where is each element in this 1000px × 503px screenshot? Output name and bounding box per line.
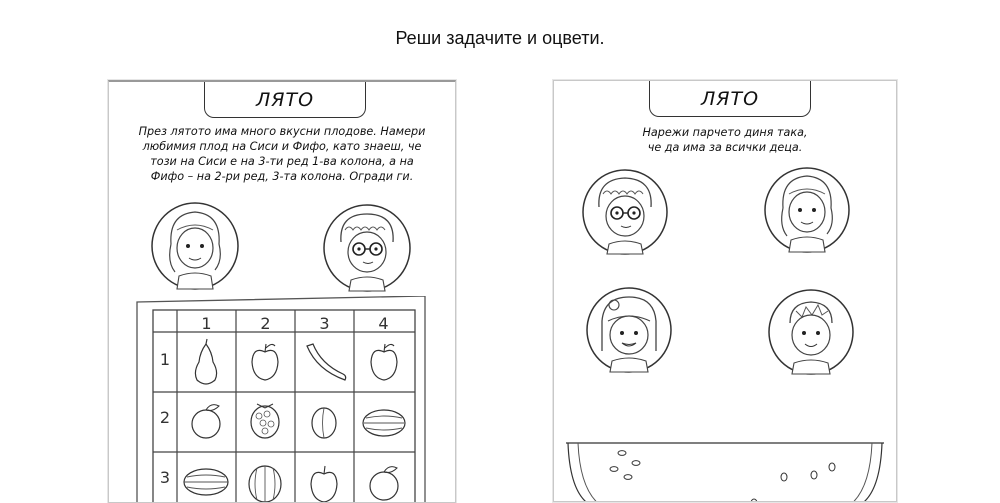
column-number: 4 [378,314,389,333]
boy-glasses-face-icon [580,167,670,257]
left-instruction-line: любимия плод на Сиси и Фифо, като знаеш, че [142,140,422,153]
right-instruction-line: Нарежи парчето диня така, [642,126,808,139]
column-number: 3 [319,314,330,333]
column-number: 2 [260,314,271,333]
right-instructions [554,125,896,155]
left-title: ЛЯТО [255,89,315,111]
boy-face-icon [766,287,856,377]
right-title: ЛЯТО [700,88,760,110]
girl-face-icon [762,165,852,255]
left-instructions [109,124,455,184]
left-title-tab [204,81,366,118]
girl-bangs-face-icon [584,285,674,375]
row-number: 2 [159,408,171,427]
page-caption: Реши задачите и оцвети. [395,28,605,48]
left-instruction-line: този на Сиси е на 3-ти ред 1-ва колона, а на [150,155,414,168]
column-number: 1 [201,314,212,333]
boy-glasses-face-icon [321,202,413,294]
watermelon-slice-icon [564,437,886,502]
left-instruction-line: Фифо – на 2-ри ред, 3-та колона. Огради ги. [150,170,414,183]
row-number: 1 [159,350,171,369]
row-number: 3 [159,468,171,487]
left-worksheet [108,80,456,503]
right-worksheet [553,80,897,502]
right-instruction-line: че да има за всички деца. [647,141,803,154]
left-instruction-line: През лятото има много вкусни плодове. Намери [138,125,426,138]
right-title-tab [649,80,811,117]
girl-face-icon [149,200,241,292]
